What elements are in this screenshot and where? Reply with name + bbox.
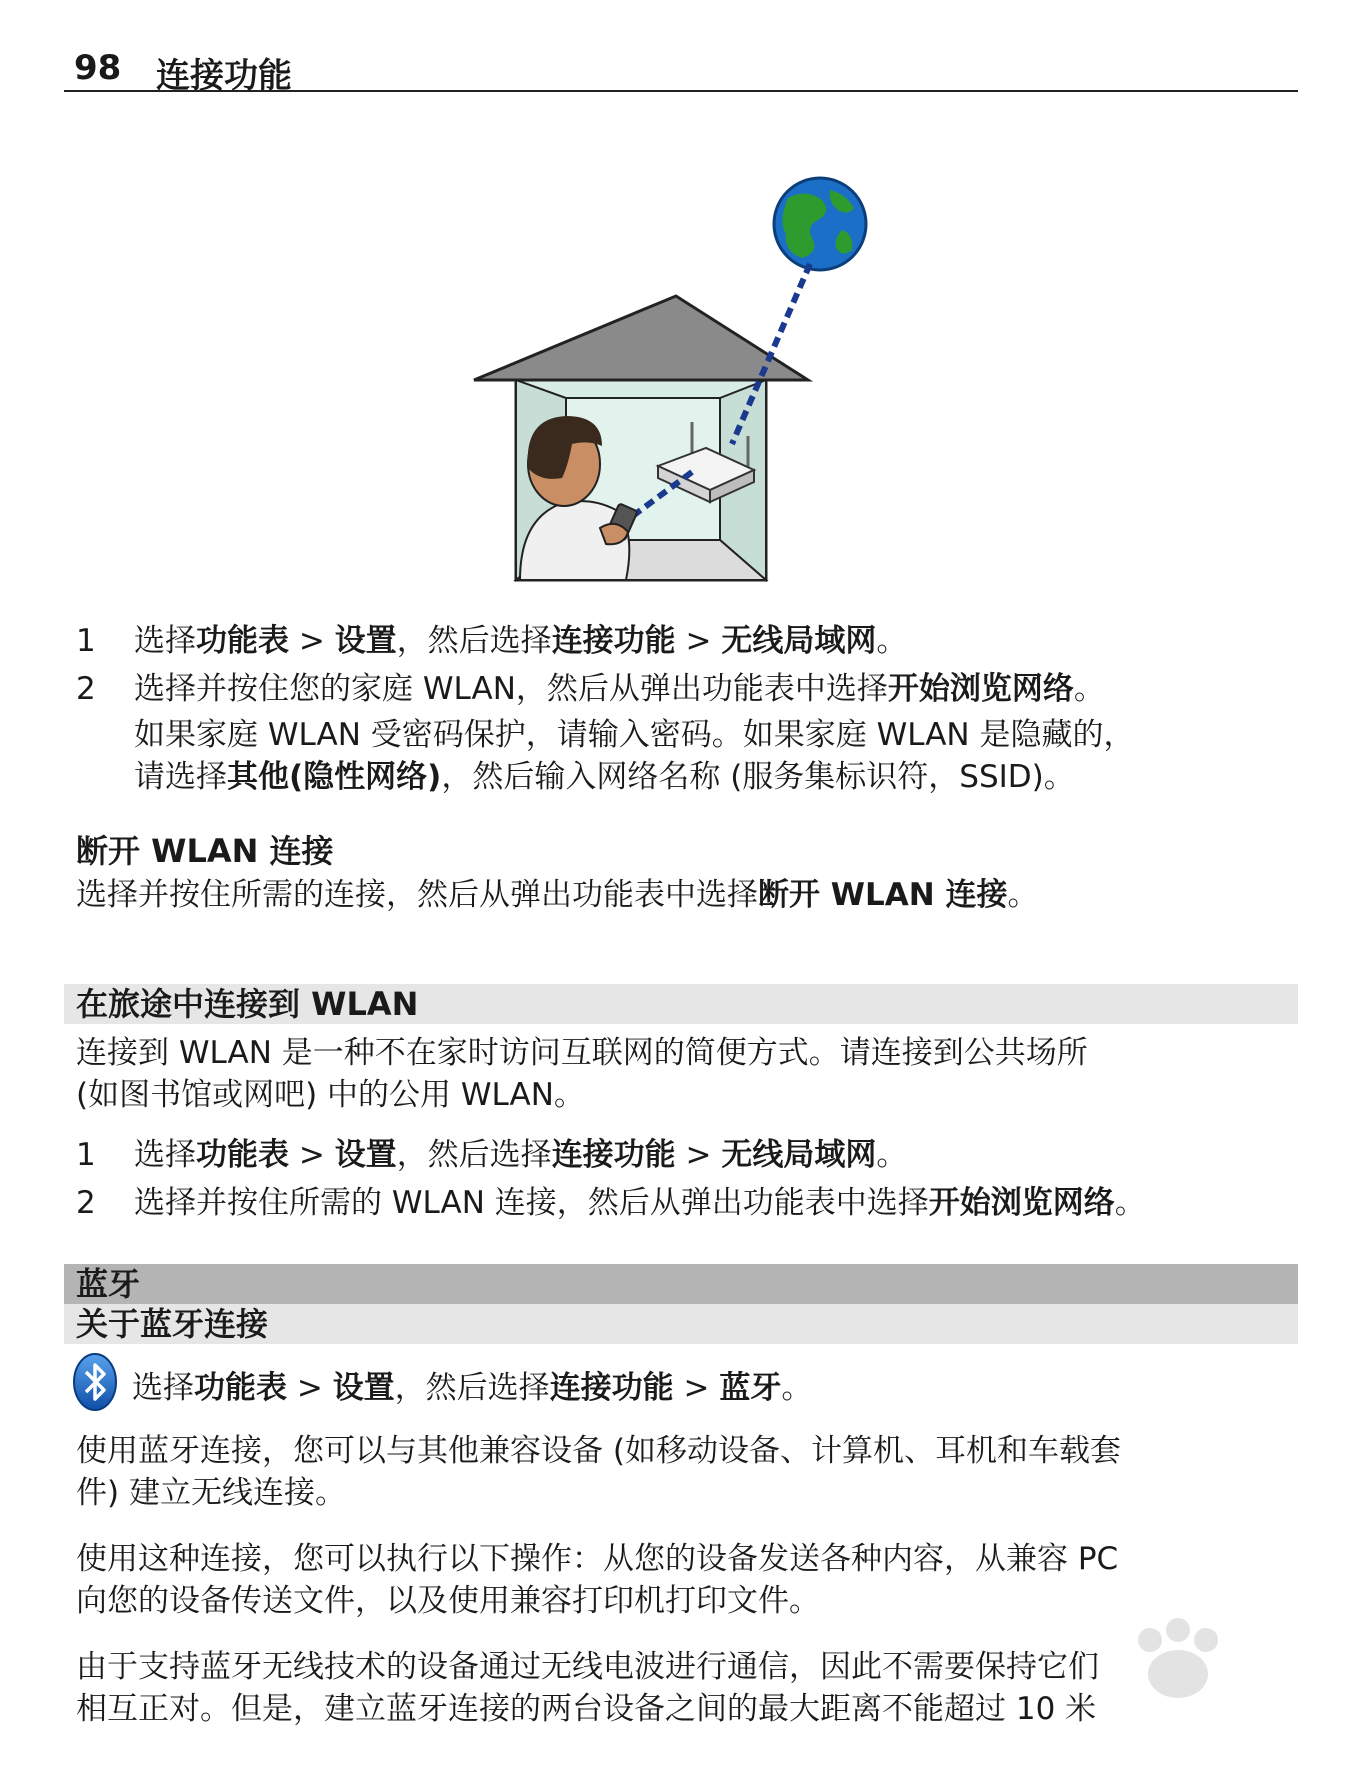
travel-section (76, 1032, 1306, 1224)
page-header (64, 44, 1298, 96)
step-number: 2 (76, 1185, 96, 1221)
step-number: 1 (76, 1137, 96, 1173)
step-text (134, 1134, 1306, 1176)
section-heading: 断开 WLAN 连接 (76, 832, 334, 870)
text-run: 。 (876, 623, 908, 659)
text-run: 。 (1073, 671, 1105, 707)
step-number: 1 (76, 623, 96, 659)
text-run: ，然后选择 (394, 1370, 550, 1406)
step-item (76, 668, 1306, 710)
ui-label: 设置 (332, 1370, 395, 1406)
ui-label: 开始浏览网络 (928, 1185, 1115, 1221)
note-line: 请选择其他(隐性网络)，然后输入网络名称 (服务集标识符，SSID)。 (134, 759, 1075, 795)
step-text (134, 620, 1306, 662)
home-wlan-illustration (470, 168, 890, 598)
ui-label: 开始浏览网络 (887, 671, 1074, 707)
page-title: 连接功能 (156, 56, 292, 96)
house-roof (474, 296, 808, 380)
text-run: > (675, 1137, 722, 1173)
step-number: 2 (76, 671, 96, 707)
page-number: 98 (74, 48, 122, 88)
ui-label: 无线局域网 (721, 623, 877, 659)
ui-label: 无线局域网 (721, 1137, 877, 1173)
text-run: > (287, 1370, 333, 1406)
section-paragraph: 连接到 WLAN 是一种不在家时访问互联网的简便方式。请连接到公共场所 (如图书馆或网吧) 中的公用 WLAN。 (76, 1035, 1088, 1113)
ui-label: 连接功能 (551, 623, 676, 659)
text-run: 。 (781, 1370, 813, 1406)
text-run: 选择 (132, 1370, 194, 1406)
step-text (134, 668, 1306, 710)
bluetooth-paragraph-1: 使用蓝牙连接，您可以与其他兼容设备 (如移动设备、计算机、耳机和车载套 件) 建立无线连接。 (76, 1433, 1121, 1511)
text-run: > (289, 1137, 335, 1173)
section-heading-bluetooth: 蓝牙 (64, 1264, 1298, 1304)
text-run: > (289, 623, 335, 659)
ui-label: 连接功能 (551, 1137, 676, 1173)
step-text (134, 1182, 1306, 1224)
text-run: 选择 (134, 1137, 196, 1173)
step-item (76, 1182, 1306, 1224)
text-run: 选择 (134, 623, 196, 659)
home-wlan-steps (76, 620, 1306, 798)
text-run: 选择并按住所需的 WLAN 连接，然后从弹出功能表中选择 (134, 1185, 929, 1221)
watermark-logo (1090, 1610, 1320, 1750)
bluetooth-path-text (132, 1362, 812, 1407)
globe-icon (774, 178, 866, 270)
ui-label: 功能表 (196, 623, 289, 659)
ui-label: 设置 (334, 1137, 397, 1173)
ui-label: 功能表 (196, 1137, 289, 1173)
disconnect-section (76, 830, 1306, 916)
text-run: ，然后选择 (396, 623, 552, 659)
ui-label: 设置 (334, 623, 397, 659)
section-heading-travel: 在旅途中连接到 WLAN (64, 984, 1298, 1024)
text-run: ，然后选择 (396, 1137, 552, 1173)
ui-label: 蓝牙 (719, 1370, 782, 1406)
ui-label: 连接功能 (549, 1370, 674, 1406)
text-run: 选择并按住您的家庭 WLAN，然后从弹出功能表中选择 (134, 671, 888, 707)
bluetooth-path-row (72, 1352, 1302, 1412)
subsection-heading-bluetooth: 关于蓝牙连接 (64, 1304, 1298, 1344)
text-run: > (673, 1370, 720, 1406)
step-item (76, 1134, 1306, 1176)
text-run: > (675, 623, 722, 659)
text-run: 。 (1114, 1185, 1146, 1221)
ui-label: 功能表 (194, 1370, 287, 1406)
bluetooth-paragraph-3: 由于支持蓝牙无线技术的设备通过无线电波进行通信，因此不需要保持它们 相互正对。但是，建立蓝牙连接的两台设备之间的最大距离不能超过 10 米 (76, 1649, 1099, 1727)
note-line: 如果家庭 WLAN 受密码保护，请输入密码。如果家庭 WLAN 是隐藏的， (134, 717, 1135, 753)
section-paragraph: 选择并按住所需的连接，然后从弹出功能表中选择断开 WLAN 连接。 (76, 877, 1039, 913)
home-wlan-note (76, 714, 1306, 798)
text-run: 。 (876, 1137, 908, 1173)
step-item (76, 620, 1306, 662)
bluetooth-paragraph-2: 使用这种连接，您可以执行以下操作：从您的设备发送各种内容，从兼容 PC 向您的设备传送文件，以及使用兼容打印机打印文件。 (76, 1541, 1119, 1619)
bluetooth-icon (72, 1352, 118, 1412)
